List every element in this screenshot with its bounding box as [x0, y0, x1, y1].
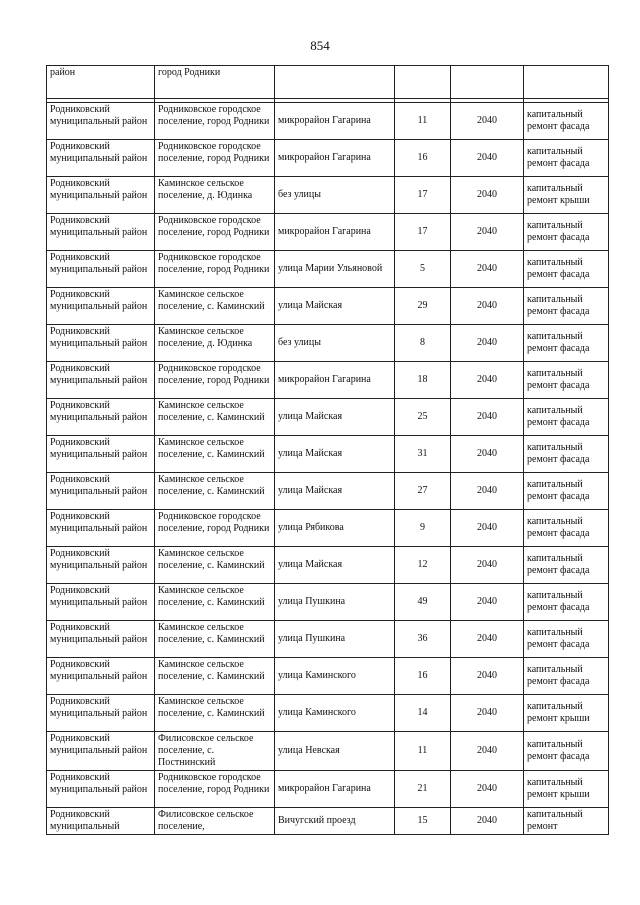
district-cell: Родниковский муниципальный район: [47, 510, 155, 547]
year-cell: 2040: [451, 140, 524, 177]
work-cell: капитальный ремонт фасада: [524, 103, 609, 140]
year-cell: [451, 66, 524, 99]
settlement-cell: Родниковское городское поселение, город Родники: [155, 103, 275, 140]
settlement-cell: Каминское сельское поселение, д. Юдинка: [155, 177, 275, 214]
settlement-cell: Каминское сельское поселение, д. Юдинка: [155, 325, 275, 362]
settlement-cell: Каминское сельское поселение, с. Каминский: [155, 288, 275, 325]
street-cell: улица Пушкина: [275, 621, 395, 658]
house-cell: 16: [395, 658, 451, 695]
work-cell: капитальный ремонт крыши: [524, 177, 609, 214]
district-cell: Родниковский муниципальный район: [47, 658, 155, 695]
settlement-cell: Родниковское городское поселение, город Родники: [155, 140, 275, 177]
table-row: [47, 214, 609, 251]
house-cell: 11: [395, 732, 451, 771]
table-row: [47, 771, 609, 808]
street-cell: [275, 66, 395, 99]
year-cell: 2040: [451, 808, 524, 835]
district-cell: Родниковский муниципальный район: [47, 214, 155, 251]
street-cell: без улицы: [275, 325, 395, 362]
settlement-cell: Каминское сельское поселение, с. Каминский: [155, 547, 275, 584]
district-cell: Родниковский муниципальный район: [47, 288, 155, 325]
work-cell: капитальный ремонт фасада: [524, 362, 609, 399]
table-row: [47, 695, 609, 732]
work-cell: капитальный ремонт фасада: [524, 214, 609, 251]
district-cell: Родниковский муниципальный район: [47, 325, 155, 362]
house-cell: 5: [395, 251, 451, 288]
house-cell: 25: [395, 399, 451, 436]
registry-table: [46, 65, 609, 835]
street-cell: улица Майская: [275, 547, 395, 584]
year-cell: 2040: [451, 103, 524, 140]
settlement-cell: Каминское сельское поселение, с. Каминский: [155, 584, 275, 621]
street-cell: улица Майская: [275, 288, 395, 325]
street-cell: Вичугский проезд: [275, 808, 395, 835]
street-cell: улица Майская: [275, 436, 395, 473]
street-cell: улица Майская: [275, 399, 395, 436]
district-cell: Родниковский муниципальный район: [47, 771, 155, 808]
work-cell: капитальный ремонт фасада: [524, 251, 609, 288]
district-cell: район: [47, 66, 155, 99]
house-cell: 29: [395, 288, 451, 325]
district-cell: Родниковский муниципальный район: [47, 547, 155, 584]
house-cell: 49: [395, 584, 451, 621]
settlement-cell: Каминское сельское поселение, с. Каминский: [155, 399, 275, 436]
work-cell: капитальный ремонт фасада: [524, 473, 609, 510]
street-cell: микрорайон Гагарина: [275, 214, 395, 251]
year-cell: 2040: [451, 473, 524, 510]
street-cell: улица Пушкина: [275, 584, 395, 621]
table-row: [47, 288, 609, 325]
house-cell: 17: [395, 214, 451, 251]
house-cell: 17: [395, 177, 451, 214]
settlement-cell: Каминское сельское поселение, с. Каминский: [155, 436, 275, 473]
work-cell: капитальный ремонт фасада: [524, 621, 609, 658]
table-row: [47, 808, 609, 835]
settlement-cell: Родниковское городское поселение, город Родники: [155, 214, 275, 251]
street-cell: микрорайон Гагарина: [275, 362, 395, 399]
settlement-cell: Каминское сельское поселение, с. Каминский: [155, 695, 275, 732]
table-row: [47, 621, 609, 658]
house-cell: 11: [395, 103, 451, 140]
work-cell: капитальный ремонт фасада: [524, 288, 609, 325]
year-cell: 2040: [451, 584, 524, 621]
year-cell: 2040: [451, 214, 524, 251]
work-cell: капитальный ремонт крыши: [524, 695, 609, 732]
street-cell: микрорайон Гагарина: [275, 771, 395, 808]
table-row: [47, 177, 609, 214]
table-row: [47, 436, 609, 473]
year-cell: 2040: [451, 771, 524, 808]
table-row: [47, 140, 609, 177]
work-cell: капитальный ремонт фасада: [524, 732, 609, 771]
house-cell: 16: [395, 140, 451, 177]
year-cell: 2040: [451, 399, 524, 436]
district-cell: Родниковский муниципальный район: [47, 140, 155, 177]
district-cell: Родниковский муниципальный район: [47, 732, 155, 771]
street-cell: улица Каминского: [275, 658, 395, 695]
continued-row: [47, 66, 609, 99]
house-cell: 12: [395, 547, 451, 584]
street-cell: микрорайон Гагарина: [275, 103, 395, 140]
settlement-cell: Родниковское городское поселение, город Родники: [155, 771, 275, 808]
district-cell: Родниковский муниципальный район: [47, 436, 155, 473]
street-cell: улица Рябикова: [275, 510, 395, 547]
street-cell: улица Каминского: [275, 695, 395, 732]
settlement-cell: Родниковское городское поселение, город Родники: [155, 362, 275, 399]
settlement-cell: Родниковское городское поселение, город Родники: [155, 251, 275, 288]
work-cell: капитальный ремонт фасада: [524, 399, 609, 436]
settlement-cell: город Родники: [155, 66, 275, 99]
work-cell: капитальный ремонт крыши: [524, 771, 609, 808]
year-cell: 2040: [451, 547, 524, 584]
settlement-cell: Филисовское сельское поселение, с. Постнинский: [155, 732, 275, 771]
work-cell: капитальный ремонт: [524, 808, 609, 835]
street-cell: без улицы: [275, 177, 395, 214]
district-cell: Родниковский муниципальный район: [47, 695, 155, 732]
district-cell: Родниковский муниципальный район: [47, 103, 155, 140]
work-cell: [524, 66, 609, 99]
house-cell: [395, 66, 451, 99]
house-cell: 18: [395, 362, 451, 399]
table-row: [47, 658, 609, 695]
house-cell: 15: [395, 808, 451, 835]
year-cell: 2040: [451, 251, 524, 288]
table-row: [47, 584, 609, 621]
street-cell: улица Марии Ульяновой: [275, 251, 395, 288]
table-row: [47, 251, 609, 288]
year-cell: 2040: [451, 177, 524, 214]
settlement-cell: Каминское сельское поселение, с. Каминский: [155, 621, 275, 658]
district-cell: Родниковский муниципальный район: [47, 473, 155, 510]
year-cell: 2040: [451, 288, 524, 325]
year-cell: 2040: [451, 621, 524, 658]
year-cell: 2040: [451, 695, 524, 732]
district-cell: Родниковский муниципальный: [47, 808, 155, 835]
table-row: [47, 732, 609, 771]
street-cell: микрорайон Гагарина: [275, 140, 395, 177]
house-cell: 9: [395, 510, 451, 547]
settlement-cell: Филисовское сельское поселение,: [155, 808, 275, 835]
district-cell: Родниковский муниципальный район: [47, 584, 155, 621]
work-cell: капитальный ремонт фасада: [524, 658, 609, 695]
house-cell: 21: [395, 771, 451, 808]
work-cell: капитальный ремонт фасада: [524, 325, 609, 362]
district-cell: Родниковский муниципальный район: [47, 621, 155, 658]
table-row: [47, 510, 609, 547]
settlement-cell: Каминское сельское поселение, с. Каминский: [155, 658, 275, 695]
table-row: [47, 103, 609, 140]
work-cell: капитальный ремонт фасада: [524, 436, 609, 473]
table-row: [47, 362, 609, 399]
work-cell: капитальный ремонт фасада: [524, 510, 609, 547]
page-number: 854: [310, 38, 330, 53]
work-cell: капитальный ремонт фасада: [524, 584, 609, 621]
table-row: [47, 325, 609, 362]
house-cell: 31: [395, 436, 451, 473]
year-cell: 2040: [451, 510, 524, 547]
work-cell: капитальный ремонт фасада: [524, 140, 609, 177]
street-cell: улица Майская: [275, 473, 395, 510]
district-cell: Родниковский муниципальный район: [47, 399, 155, 436]
table-row: [47, 547, 609, 584]
street-cell: улица Невская: [275, 732, 395, 771]
table-row: [47, 473, 609, 510]
house-cell: 14: [395, 695, 451, 732]
district-cell: Родниковский муниципальный район: [47, 177, 155, 214]
year-cell: 2040: [451, 658, 524, 695]
settlement-cell: Каминское сельское поселение, с. Каминский: [155, 473, 275, 510]
table-row: [47, 399, 609, 436]
work-cell: капитальный ремонт фасада: [524, 547, 609, 584]
year-cell: 2040: [451, 362, 524, 399]
year-cell: 2040: [451, 325, 524, 362]
year-cell: 2040: [451, 436, 524, 473]
settlement-cell: Родниковское городское поселение, город Родники: [155, 510, 275, 547]
registry-table-body: [47, 66, 609, 835]
house-cell: 27: [395, 473, 451, 510]
district-cell: Родниковский муниципальный район: [47, 362, 155, 399]
year-cell: 2040: [451, 732, 524, 771]
district-cell: Родниковский муниципальный район: [47, 251, 155, 288]
house-cell: 36: [395, 621, 451, 658]
house-cell: 8: [395, 325, 451, 362]
